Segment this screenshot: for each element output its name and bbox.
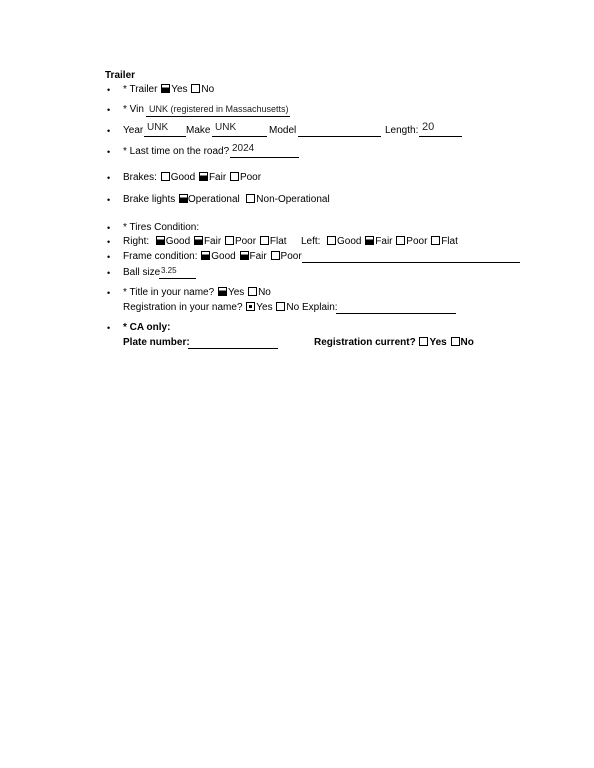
length-label: Length: [385, 125, 419, 136]
brakes-poor-label: Poor [239, 172, 262, 183]
title-yes-checkbox[interactable] [218, 287, 227, 296]
section-title: Trailer [105, 70, 136, 81]
left-flat-label: Flat [441, 236, 458, 247]
registration-row [123, 302, 338, 314]
brake-lights-nonop-checkbox[interactable] [246, 194, 255, 203]
frame-label: Frame condition: [123, 251, 198, 262]
ball-size-label: Ball size [123, 267, 161, 278]
last-road-label: * Last time on the road? [123, 146, 230, 157]
registration-current-no-checkbox[interactable] [451, 337, 460, 346]
ca-only-label: * CA only: [123, 322, 171, 333]
frame-poor-label: Poor [280, 251, 302, 262]
ball-size-value: 3.25 [161, 266, 177, 275]
last-road-value: 2024 [232, 143, 255, 154]
brake-lights-row [123, 194, 330, 206]
brake-lights-label: Brake lights [123, 194, 176, 205]
vin-value: UNK (registered in Massachusetts) [149, 104, 289, 114]
bullet: • [107, 252, 111, 262]
bullet: • [107, 323, 111, 333]
bullet: • [107, 126, 111, 136]
right-fair-label: Fair [203, 236, 222, 247]
brakes-poor-checkbox[interactable] [230, 172, 239, 181]
brakes-good-checkbox[interactable] [161, 172, 170, 181]
frame-good-label: Good [211, 251, 236, 262]
trailer-yes-checkbox[interactable] [161, 84, 170, 93]
length-value: 20 [422, 121, 435, 133]
right-good-label: Good [165, 236, 191, 247]
model-label: Model [269, 125, 297, 136]
bullet: • [107, 105, 111, 115]
frame-poor-checkbox[interactable] [271, 251, 280, 260]
right-poor-label: Poor [234, 236, 257, 247]
vin-label: * Vin [123, 104, 144, 115]
left-fair-checkbox[interactable] [365, 236, 374, 245]
left-good-label: Good [337, 236, 362, 247]
right-good-checkbox[interactable] [156, 236, 165, 245]
bullet: • [107, 173, 111, 183]
bullet: • [107, 147, 111, 157]
frame-fair-checkbox[interactable] [240, 251, 249, 260]
registration-explain-label: Explain: [301, 302, 338, 313]
registration-current-yes-checkbox[interactable] [419, 337, 428, 346]
bullet: • [107, 195, 111, 205]
registration-no-label: No [286, 302, 300, 313]
frame-fair-label: Fair [249, 251, 267, 262]
right-poor-checkbox[interactable] [225, 236, 234, 245]
registration-label: Registration in your name? [123, 302, 243, 313]
tires-left-row [301, 236, 458, 248]
brakes-fair-checkbox[interactable] [199, 172, 208, 181]
frame-good-checkbox[interactable] [201, 251, 210, 260]
registration-no-checkbox[interactable] [276, 302, 285, 311]
title-label: * Title in your name? [123, 287, 215, 298]
brakes-good-label: Good [170, 172, 196, 183]
year-value: UNK [147, 122, 169, 133]
registration-explain-field[interactable] [336, 301, 456, 314]
brakes-fair-label: Fair [208, 172, 227, 183]
trailer-question [123, 84, 214, 96]
brakes-row [123, 172, 261, 184]
bullet: • [107, 268, 111, 278]
trailer-no-checkbox[interactable] [191, 84, 200, 93]
right-fair-checkbox[interactable] [194, 236, 203, 245]
right-flat-checkbox[interactable] [260, 236, 269, 245]
bullet: • [107, 85, 111, 95]
trailer-label: * Trailer [123, 84, 158, 95]
registration-yes-checkbox[interactable] [246, 302, 255, 311]
right-flat-label: Flat [269, 236, 287, 247]
bullet: • [107, 223, 111, 233]
left-good-checkbox[interactable] [327, 236, 336, 245]
title-row [123, 287, 271, 299]
make-value: UNK [215, 122, 237, 133]
left-fair-label: Fair [375, 236, 393, 247]
frame-row [123, 251, 302, 263]
model-field[interactable] [298, 124, 381, 137]
registration-current-no-label: No [460, 337, 474, 348]
frame-comment-field[interactable] [302, 250, 520, 263]
title-no-label: No [258, 287, 271, 298]
bullet: • [107, 237, 111, 247]
brake-lights-operational-checkbox[interactable] [179, 194, 188, 203]
registration-yes-label: Yes [256, 302, 273, 313]
tires-left-label: Left: [301, 236, 321, 247]
year-label: Year [123, 125, 144, 136]
brake-lights-operational-label: Operational [188, 194, 240, 205]
tires-right-label: Right: [123, 236, 150, 247]
left-poor-checkbox[interactable] [396, 236, 405, 245]
plate-number-field[interactable] [188, 336, 278, 349]
trailer-yes-label: Yes [171, 84, 188, 95]
registration-current-row [314, 337, 474, 349]
title-no-checkbox[interactable] [248, 287, 257, 296]
bullet: • [107, 288, 111, 298]
trailer-no-label: No [201, 84, 215, 95]
tires-right-row [123, 236, 287, 248]
plate-number-label: Plate number: [123, 337, 190, 348]
brake-lights-nonop-label: Non-Operational [256, 194, 330, 205]
tires-label: * Tires Condition: [123, 222, 200, 233]
make-label: Make [186, 125, 211, 136]
registration-current-label: Registration current? [314, 337, 416, 348]
brakes-label: Brakes: [123, 172, 157, 183]
left-poor-label: Poor [406, 236, 428, 247]
left-flat-checkbox[interactable] [431, 236, 440, 245]
title-yes-label: Yes [227, 287, 245, 298]
registration-current-yes-label: Yes [429, 337, 447, 348]
